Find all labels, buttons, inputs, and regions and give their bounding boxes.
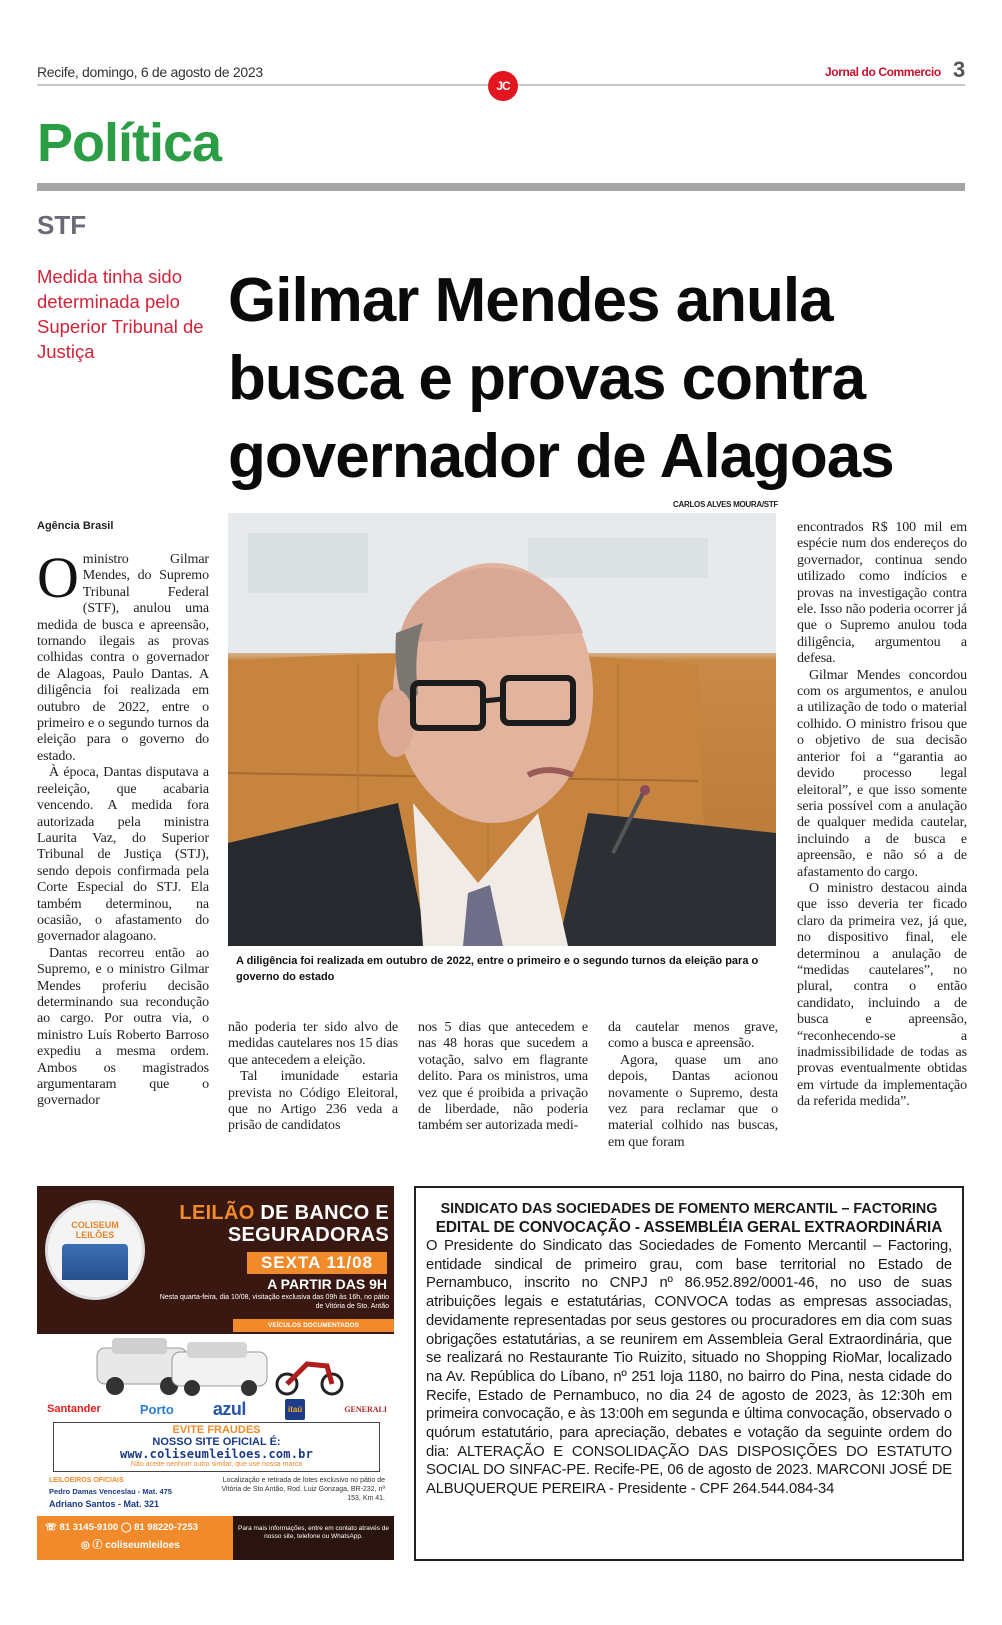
portrait-illustration xyxy=(228,513,776,946)
article-column-3 xyxy=(418,1020,588,1135)
auctioneers-block xyxy=(49,1475,199,1511)
section-divider xyxy=(37,183,965,191)
azul-logo: azul xyxy=(212,1398,246,1419)
phone-number[interactable]: 81 3145-9100 xyxy=(59,1522,119,1533)
ad-date: SEXTA 11/08 xyxy=(247,1252,387,1274)
article-byline: Agência Brasil xyxy=(37,520,114,532)
article-photo xyxy=(228,513,776,946)
photo-credit: CARLOS ALVES MOURA/STF xyxy=(673,500,778,509)
whatsapp-number[interactable]: 81 98220-7253 xyxy=(134,1522,199,1533)
article-headline: Gilmar Mendes anula busca e provas contra governador de Alagoas xyxy=(228,266,894,491)
article-column-2 xyxy=(228,1020,398,1135)
paragraph: ministro Gilmar Mendes, do Supremo Tribunal Federal (STF), anulou uma medida de busca e apreensão, tornando ilegais as provas colhidas contra o governador de Alagoas, Paulo Dantas. A diligência foi realizada em outubro de 2022, entre o primeiro e o segundo turnos da eleição para o governo do estado. xyxy=(37,552,209,764)
ad-title-rest: DE BANCO E SEGURADORAS xyxy=(227,1202,389,1246)
edition-date: Recife, domingo, 6 de agosto de 2023 xyxy=(37,64,263,80)
article-subhead: Medida tinha sido determinada pelo Superior Tribunal de Justiça xyxy=(37,266,204,362)
ad-banner xyxy=(37,1186,394,1334)
ad-visit-info: Nesta quarta-feira, dia 10/08, visitação exclusiva das 09h às 16h, no pátio de Vitória de Sto. Antão xyxy=(159,1294,389,1310)
paragraph: nos 5 dias que antecedem e nas 48 horas que sucedem a votação, salvo em flagrante delito. Para os ministros, uma vez que é proibida a privação de liberdade, não poderia também ser autorizada medi- xyxy=(418,1020,588,1134)
photo-caption: A diligência foi realizada em outubro de 2022, entre o primeiro e o segundo turnos da eleição para o governo do estado xyxy=(236,955,759,983)
paragraph: da cautelar menos grave, como a busca e apreensão. xyxy=(608,1020,778,1052)
auctioneer-2: Adriano Santos - Mat. 321 xyxy=(49,1499,160,1509)
article-column-1 xyxy=(37,545,209,1110)
paragraph: Dantas recorreu então ao Supremo, e o ministro Gilmar Mendes proferiu decisão determinando sua recondução ao cargo. Por outra via, o ministro Luís Roberto Barroso expediu a mesma ordem. Ambos os magistrados argumentaram que o governador xyxy=(37,945,209,1109)
porto-logo: Porto xyxy=(139,1401,174,1417)
paragraph: Tal imunidade estaria prevista no Código Eleitoral, que no Artigo 236 veda a prisão de candidatos xyxy=(228,1069,398,1134)
fraud-warning-text: Não aceite nenhum outro similar, que use nossa marca xyxy=(130,1461,303,1468)
ad-contacts xyxy=(37,1516,233,1560)
paragraph: Gilmar Mendes concordou com os argumentos, e anulou a utilização de todo o material colhido. O ministro frisou que o objetivo de sua decisão anterior foi a “garantia ao devido processo legal eleitoral”, e que isso somente seria possível com a anulação de qualquer medida cautelar, incluindo a de busca e apreensão, e não só a de afastamento do cargo. xyxy=(797,667,967,880)
paragraph: À época, Dantas disputava a reeleição, que acabaria vencendo. A medida fora autorizada pela ministra Laurita Vaz, do Superior Tribunal de Justiça (STJ), sendo depois confirmada pela Corte Especial do STJ. Ela também determinou, na ocasião, o afastamento do governador alagoano. xyxy=(37,765,209,945)
paragraph: O ministro destacou ainda que isso deveria ter ficado claro da primeira vez, já que, no dispositivo final, ele determinou a anulação de “medidas cautelares”, no plural, contra o então candidato, incluindo a de busca e apreensão, “reconhecendo-se a inadmissibilidade de todas as provas eventualmente obtidas em virtude da implementação da referida medida”. xyxy=(797,880,967,1110)
article-kicker: STF xyxy=(37,210,87,240)
fraud-warning-box xyxy=(53,1422,380,1472)
paragraph: encontrados R$ 100 mil em espécie num dos endereços do governador, continua sendo utilizado como indícios e provas na investigação contra ele. Isso não poderia ocorrer já que o Supremo anulou toda diligência, argumentou a defesa. xyxy=(797,520,967,667)
partner-logos xyxy=(47,1398,387,1420)
paragraph: Agora, quase um ano depois, Dantas acionou novamente o Supremo, desta vez para reclamar que o material colhido nas buscas, em que foram xyxy=(608,1052,778,1150)
official-site-link[interactable]: www.coliseumleiloes.com.br xyxy=(119,1447,314,1461)
ad-phones xyxy=(45,1521,198,1534)
vehicles-illustration xyxy=(87,1334,347,1396)
paragraph: não poderia ter sido alvo de medidas cautelares nos 15 dias que antecedem a eleição. xyxy=(228,1020,398,1068)
ad-more-info: Para mais informações, entre em contato através de nosso site, telefone ou WhatsApp. xyxy=(233,1516,394,1560)
whatsapp-icon: ◯ xyxy=(120,1522,135,1533)
coliseum-building-icon xyxy=(62,1244,128,1280)
article-column-5 xyxy=(797,520,967,1111)
social-handle[interactable]: coliseumleiloes xyxy=(105,1540,180,1551)
section-title: Política xyxy=(37,113,222,173)
article-column-4 xyxy=(608,1020,778,1151)
auctioneers-label: LEILOEIROS OFICIAIS xyxy=(49,1477,124,1484)
drop-cap: O xyxy=(37,545,79,610)
notice-organization: SINDICATO DAS SOCIEDADES DE FOMENTO MERCANTIL – FACTORING xyxy=(440,1201,938,1217)
auction-advertisement[interactable] xyxy=(37,1186,394,1560)
ad-location: Localização e retirada de lotes exclusivo no pátio de Vitória de Sto Antão, Rod. Luiz Gonzaga, BR-232, nº 153, Km 41. xyxy=(221,1477,385,1502)
fraud-title: EVITE FRAUDES xyxy=(172,1424,261,1436)
phone-icon: ☏ xyxy=(45,1522,60,1533)
santander-logo: Santander xyxy=(47,1403,101,1415)
coliseum-logo-icon xyxy=(45,1200,145,1300)
legal-notice xyxy=(414,1186,964,1561)
auctioneer-1: Pedro Damas Venceslau - Mat. 475 xyxy=(49,1487,172,1496)
ad-docs-badge: VEÍCULOS DOCUMENTADOS xyxy=(233,1319,394,1332)
jc-logo-icon: JC xyxy=(488,71,518,101)
notice-body: O Presidente do Sindicato das Sociedades de Fomento Mercantil – Factoring, entidade sindical de primeiro grau, com base territorial no Estado de Pernambuco, inscrito no CNPJ nº 86.952.892/0001-46, no uso de suas atribuições legais e estatutárias, CONVOCA todas as empresas associadas, devidamente representadas por seus gestores ou procuradores em dia com suas obrigações estatutárias, a se reunirem em Assembleia Geral Extraordinária, que se realizará no Restaurante Tio Ruizito, situado no Shopping RioMar, localizado na Av. República do Líbano, nº 251 loja 1180, no bairro do Pina, nesta cidade do Recife, Estado de Pernambuco, no dia 24 de agosto de 2023, às 12:30h em primeira convocação, e às 13:00h em segunda e última convocação, observado o quórum estatutário, para apreciação, debates e votação da seguinte ordem do dia: ALTERAÇÃO E CONSOLIDAÇÃO DAS DISPOSIÇÕES DO ESTATUTO SOCIAL DO SINFAC-PE. Recife-PE, 06 de agosto de 2023. MARCONI JOSÉ DE ALBUQUERQUE PEREIRA - Presidente - CPF 264.544.084-34 xyxy=(426,1238,952,1498)
newspaper-name: Jornal do Commercio xyxy=(825,65,941,79)
itau-logo: itaú xyxy=(285,1399,305,1420)
ad-badge-name: COLISEUM LEILÕES xyxy=(71,1220,119,1240)
page-number: 3 xyxy=(953,57,966,82)
notice-title: EDITAL DE CONVOCAÇÃO - ASSEMBLÉIA GERAL EXTRAORDINÁRIA xyxy=(435,1219,943,1236)
ad-title-highlight: LEILÃO xyxy=(179,1202,255,1224)
ad-social xyxy=(81,1539,180,1552)
fraud-site-label: NOSSO SITE OFICIAL É: xyxy=(152,1436,281,1448)
ad-time: A PARTIR DAS 9H xyxy=(267,1276,387,1292)
instagram-facebook-icon: ◎ ⓕ xyxy=(81,1540,106,1551)
generali-logo: GENERALI xyxy=(344,1404,387,1414)
ad-title xyxy=(151,1202,389,1246)
